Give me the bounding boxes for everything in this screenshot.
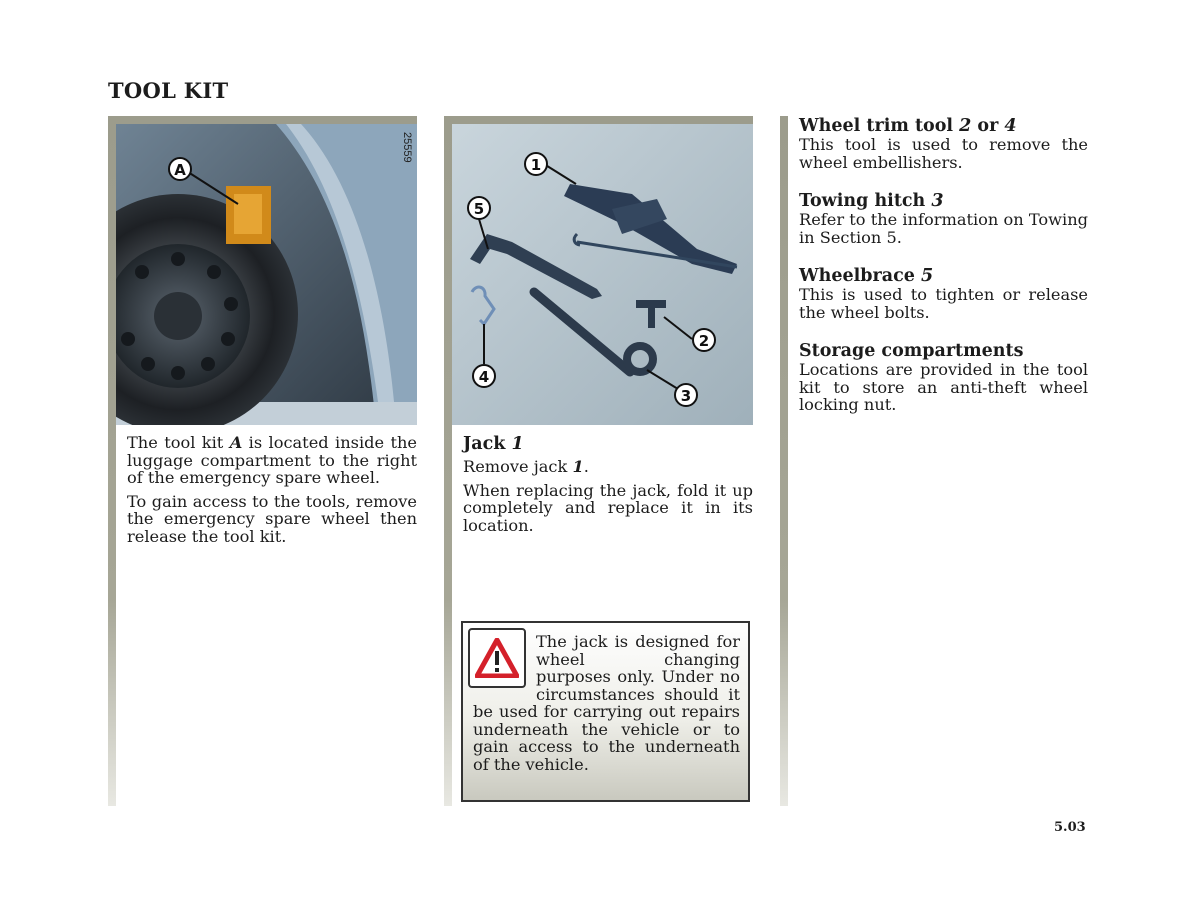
column-1-rule [108, 116, 116, 806]
column-1-text [127, 434, 417, 551]
warning-triangle-icon [475, 638, 519, 678]
callout-4: 4 [478, 368, 490, 386]
towing-hitch-text: Refer to the information on Towing in Section 5. [799, 210, 1088, 247]
remove-jack-text: Remove jack 1. [463, 457, 589, 476]
photo-code: 25559 [401, 132, 413, 163]
storage-compartments-text: Locations are provided in the tool kit to store an anti-theft wheel locking nut. [799, 360, 1088, 414]
column-3-text [799, 116, 1088, 434]
warning-icon-frame [468, 628, 526, 688]
wheel-trim-tool-section [799, 116, 1088, 171]
warning-text: The jack is designed for wheel changing purposes only. Under no circumstances should it be used for carrying out repairs underneath the vehicle or to gain access to the underneath of the vehicle. [473, 632, 740, 774]
column-2-topbar [444, 116, 753, 124]
tool-kit-access-paragraph: To gain access to the tools, remove the emergency spare wheel then release the tool kit. [127, 491, 417, 546]
storage-compartments-section [799, 341, 1088, 414]
wheel-trim-tool-text: This tool is used to remove the wheel embellishers. [799, 135, 1088, 172]
tool-kit-location-paragraph: The tool kit A is located inside the luggage compartment to the right of the emergency spare wheel. [127, 433, 417, 487]
column-1-topbar [108, 116, 417, 124]
page-number: 5.03 [1054, 820, 1086, 835]
replace-jack-text: When replacing the jack, fold it up completely and replace it in its location. [463, 480, 753, 535]
towing-hitch-section [799, 191, 1088, 246]
callout-3: 3 [680, 387, 692, 405]
column-2-rule [444, 116, 452, 806]
callout-2: 2 [698, 332, 710, 350]
column-2-text [463, 434, 753, 540]
towing-hitch-heading: Towing hitch 3 [799, 191, 944, 211]
page-title: TOOL KIT [108, 78, 229, 103]
tool-kit-photo [452, 124, 753, 425]
callout-1: 1 [530, 156, 542, 174]
wheel-trim-tool-heading: Wheel trim tool 2 or 4 [799, 116, 1017, 136]
callout-5: 5 [473, 200, 485, 218]
luggage-compartment-photo [116, 124, 417, 425]
column-3-rule [780, 116, 788, 806]
photo-callout-a: A [174, 161, 186, 179]
wheelbrace-heading: Wheelbrace 5 [799, 266, 934, 286]
wheelbrace-text: This is used to tighten or release the wheel bolts. [799, 285, 1088, 322]
warning-box [461, 621, 750, 802]
jack-heading: Jack 1 [463, 434, 524, 454]
wheelbrace-section [799, 266, 1088, 321]
storage-compartments-heading: Storage compartments [799, 341, 1024, 361]
